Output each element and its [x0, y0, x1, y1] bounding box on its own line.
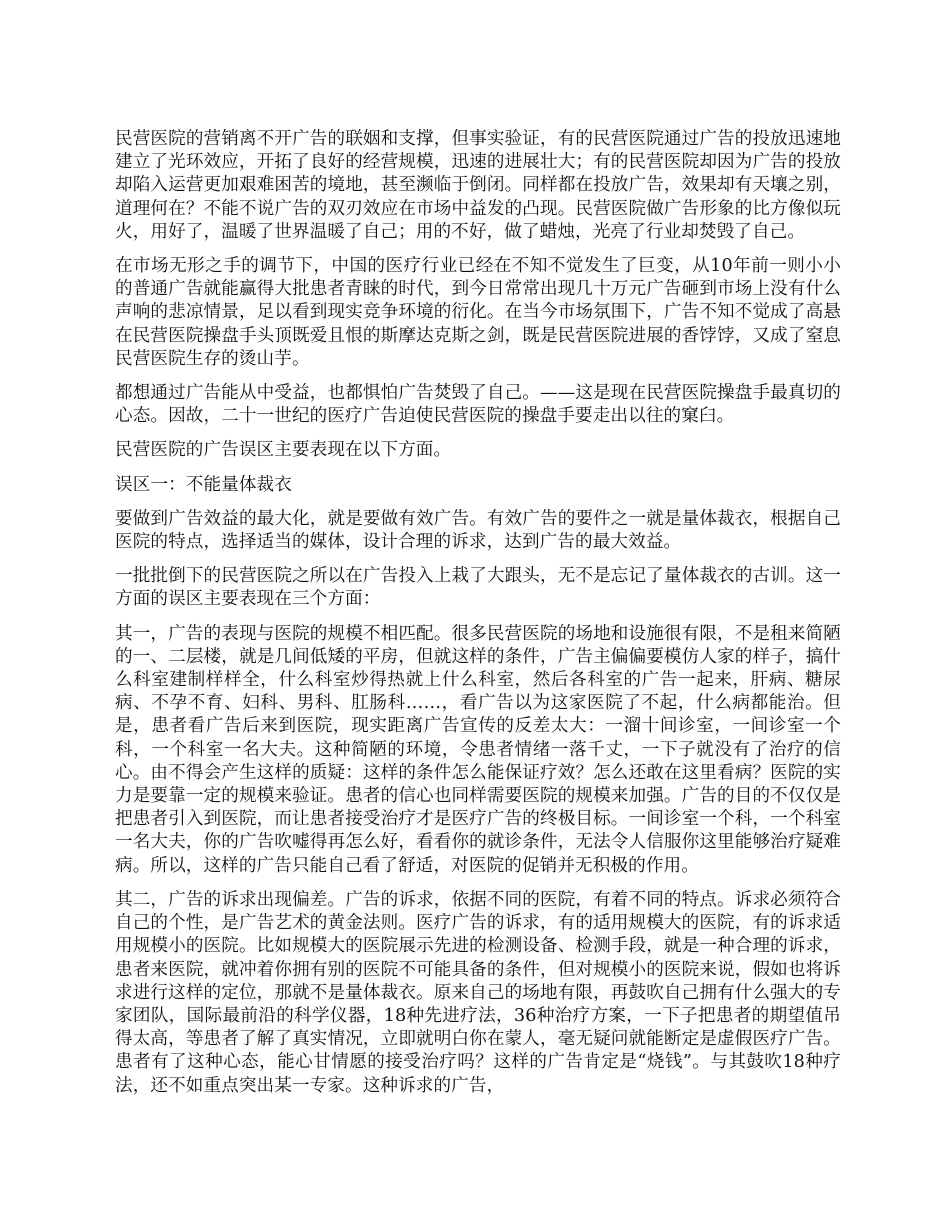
section-heading-misconception-one: 误区一：不能量体裁衣	[115, 474, 292, 495]
document-page	[115, 128, 841, 1109]
paragraph-point-one: 其一，广告的表现与医院的规模不相匹配。很多民营医院的场地和设施很有限，不是租来简陋的一、二层楼，就是几间低矮的平房，但就这样的条件，广告主偏偏要模仿人家的样子，搞什么科室建制样样全，什么科室炒得热就上什么科室，然后各科室的广告一起来，肝病、糖尿病、不孕不育、妇科、男科、肛肠科……，看广告以为这家医院了不起，什么病都能治。但是，患者看广告后来到医院，现实距离广告宣传的反差太大：一溜十间诊室，一间诊室一个科，一个科室一名大夫。这种简陋的环境，令患者情绪一落千丈，一下子就没有了治疗的信心。由不得会产生这样的质疑：这样的条件怎么能保证疗效？怎么还敢在这里看病？医院的实力是要靠一定的规模来验证。患者的信心也同样需要医院的规模来加强。广告的目的不仅仅是把患者引入到医院，而让患者接受治疗才是医疗广告的终极目标。一间诊室一个科，一个科室一名大夫，你的广告吹嘘得再怎么好，看看你的就诊条件，无法令人信服你这里能够治疗疑难病。所以，这样的广告只能自己看了舒适，对医院的促销并无积极的作用。	[115, 623, 841, 876]
paragraph-mindset: 都想通过广告能从中受益，也都惧怕广告焚毁了自己。——这是现在民营医院操盘手最真切的心态。因故，二十一世纪的医疗广告迫使民营医院的操盘手要走出以往的窠臼。	[115, 383, 841, 427]
paragraph-misconceptions-intro: 民营医院的广告误区主要表现在以下方面。	[115, 440, 452, 461]
paragraph-point-two: 其二，广告的诉求出现偏差。广告的诉求，依据不同的医院，有着不同的特点。诉求必须符合自己的个性，是广告艺术的黄金法则。医疗广告的诉求，有的适用规模大的医院，有的诉求适用规模小的医院。比如规模大的医院展示先进的检测设备、检测手段，就是一种合理的诉求，患者来医院，就冲着你拥有别的医院不可能具备的条件，但对规模小的医院来说，假如也将诉求进行这样的定位，那就不是量体裁衣。原来自己的场地有限，再鼓吹自己拥有什么强大的专家团队，国际最前沿的科学仪器，18种先进疗法，36种治疗方案，一下子把患者的期望值吊得太高，等患者了解了真实情况，立即就明白你在蒙人，毫无疑问就能断定是虚假医疗广告。患者有了这种心态，能心甘情愿的接受治疗吗？这样的广告肯定是“烧钱”。与其鼓吹18种疗法，还不如重点突出某一专家。这种诉求的广告，	[115, 889, 841, 1096]
paragraph-effective-ads: 要做到广告效益的最大化，就是要做有效广告。有效广告的要件之一就是量体裁衣，根据自己医院的特点，选择适当的媒体，设计合理的诉求，达到广告的最大效益。	[115, 508, 841, 553]
paragraph-three-aspects: 一批批倒下的民营医院之所以在广告投入上栽了大跟头，无不是忘记了量体裁衣的古训。这一方面的误区主要表现在三个方面：	[115, 566, 841, 610]
paragraph-intro: 民营医院的营销离不开广告的联姻和支撑，但事实验证，有的民营医院通过广告的投放迅速地建立了光环效应，开拓了良好的经营规模，迅速的进展壮大；有的民营医院却因为广告的投放却陷入运营更加艰难困苦的境地，甚至濒临于倒闭。同样都在投放广告，效果却有天壤之别，道理何在？不能不说广告的双刃效应在市场中益发的凸现。民营医院做广告形象的比方像似玩火，用好了，温暖了世界温暖了自己；用的不好，做了蜡烛，光亮了行业却焚毁了自己。	[115, 129, 841, 242]
paragraph-market-change: 在市场无形之手的调节下，中国的医疗行业已经在不知不觉发生了巨变，从10年前一则小小的普通广告就能赢得大批患者青睐的时代，到今日常常出现几十万元广告砸到市场上没有什么声响的悲凉情景，足以看到现实竞争环境的衍化。在当今市场氛围下，广告不知不觉成了高悬在民营医院操盘手头顶既爱且恨的斯摩达克斯之剑，既是民营医院进展的香饽饽，又成了窒息民营医院生存的烫山芋。	[115, 256, 841, 369]
